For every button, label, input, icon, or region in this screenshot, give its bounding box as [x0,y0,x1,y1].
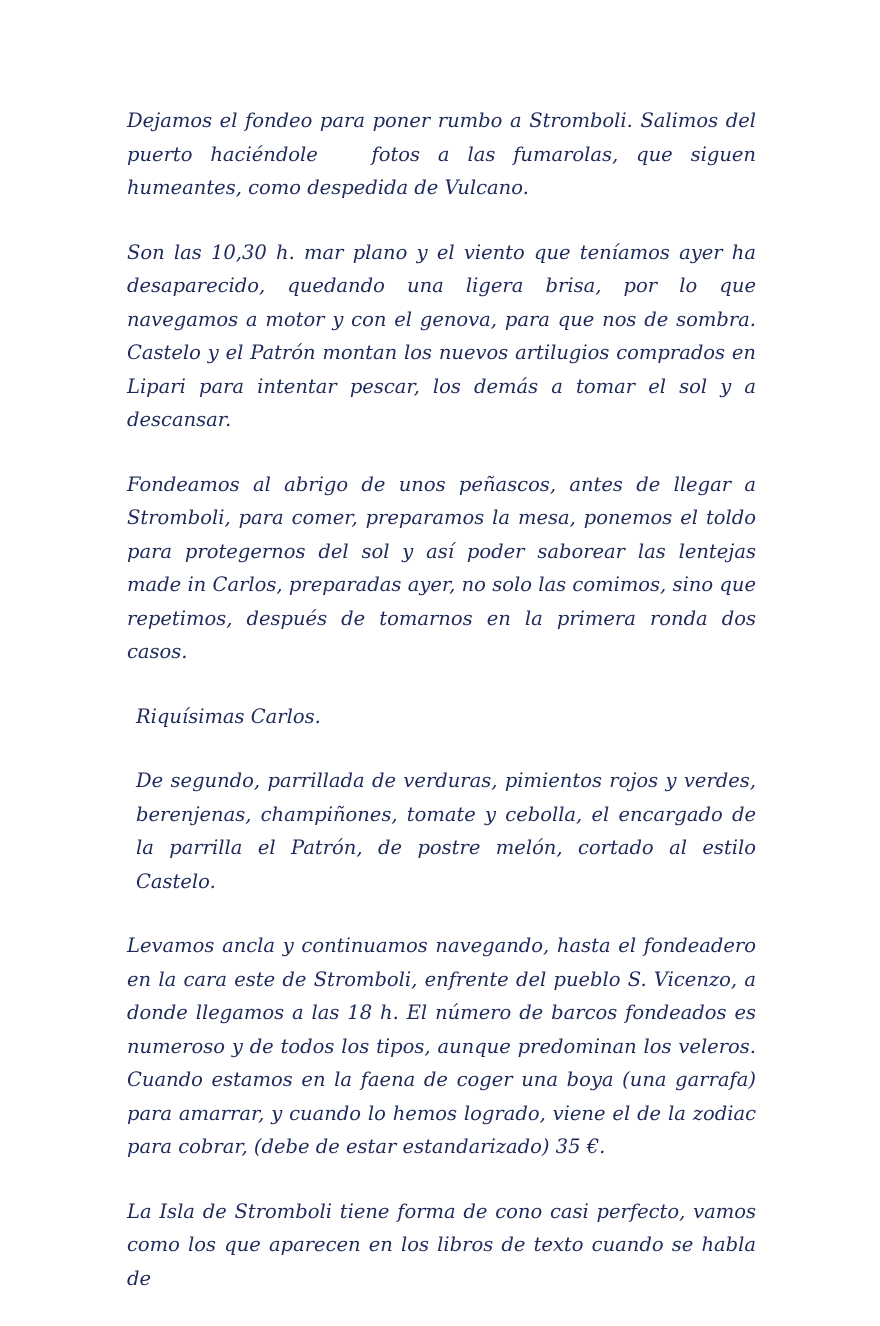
paragraph: Riquísimas Carlos. [136,704,321,728]
paragraph: De segundo, parrillada de verduras, pimientos rojos y verdes, berenjenas, champiñones, tomate y cebolla, el encargado de la parrilla el Patrón, de postre melón, cortado al estilo Castelo. [136,769,763,893]
paragraph: Son las 10,30 h. mar plano y el viento que teníamos ayer ha desaparecido, quedando una ligera brisa, por lo que navegamos a motor y con el genova, para que nos de sombra. Castelo y el Patrón montan los nuevos artilugios comprados en Lipari para intentar pescar, los demás a tomar el sol y a descansar. [127,240,763,431]
paragraph: La Isla de Stromboli tiene forma de cono casi perfecto, vamos como los que aparecen en los libros de texto cuando se habla de [127,1199,763,1290]
paragraph: Levamos ancla y continuamos navegando, hasta el fondeadero en la cara este de Stromboli, enfrente del pueblo S. Vicenzo, a donde llegamos a las 18 h. El número de barcos fondeados es numeroso y de todos los tipos, aunque predominan los veleros. Cuando estamos en la faena de coger una boya (una garrafa) para amarrar, y cuando lo hemos logrado, viene el de la zodiac para cobrar, (debe de estar estandarizado) 35 €. [127,934,763,1158]
paragraph: Fondeamos al abrigo de unos peñascos, antes de llegar a Stromboli, para comer, preparamos la mesa, ponemos el toldo para protegernos del sol y así poder saborear las lentejas made in Carlos, preparadas ayer, no solo las comimos, sino que repetimos, después de tomarnos en la primera ronda dos casos. [127,472,763,663]
paragraph: Dejamos el fondeo para poner rumbo a Stromboli. Salimos del puerto haciéndole fotos a las fumarolas, que siguen humeantes, como despedida de Vulcano. [127,109,763,199]
document-body [127,104,763,1326]
